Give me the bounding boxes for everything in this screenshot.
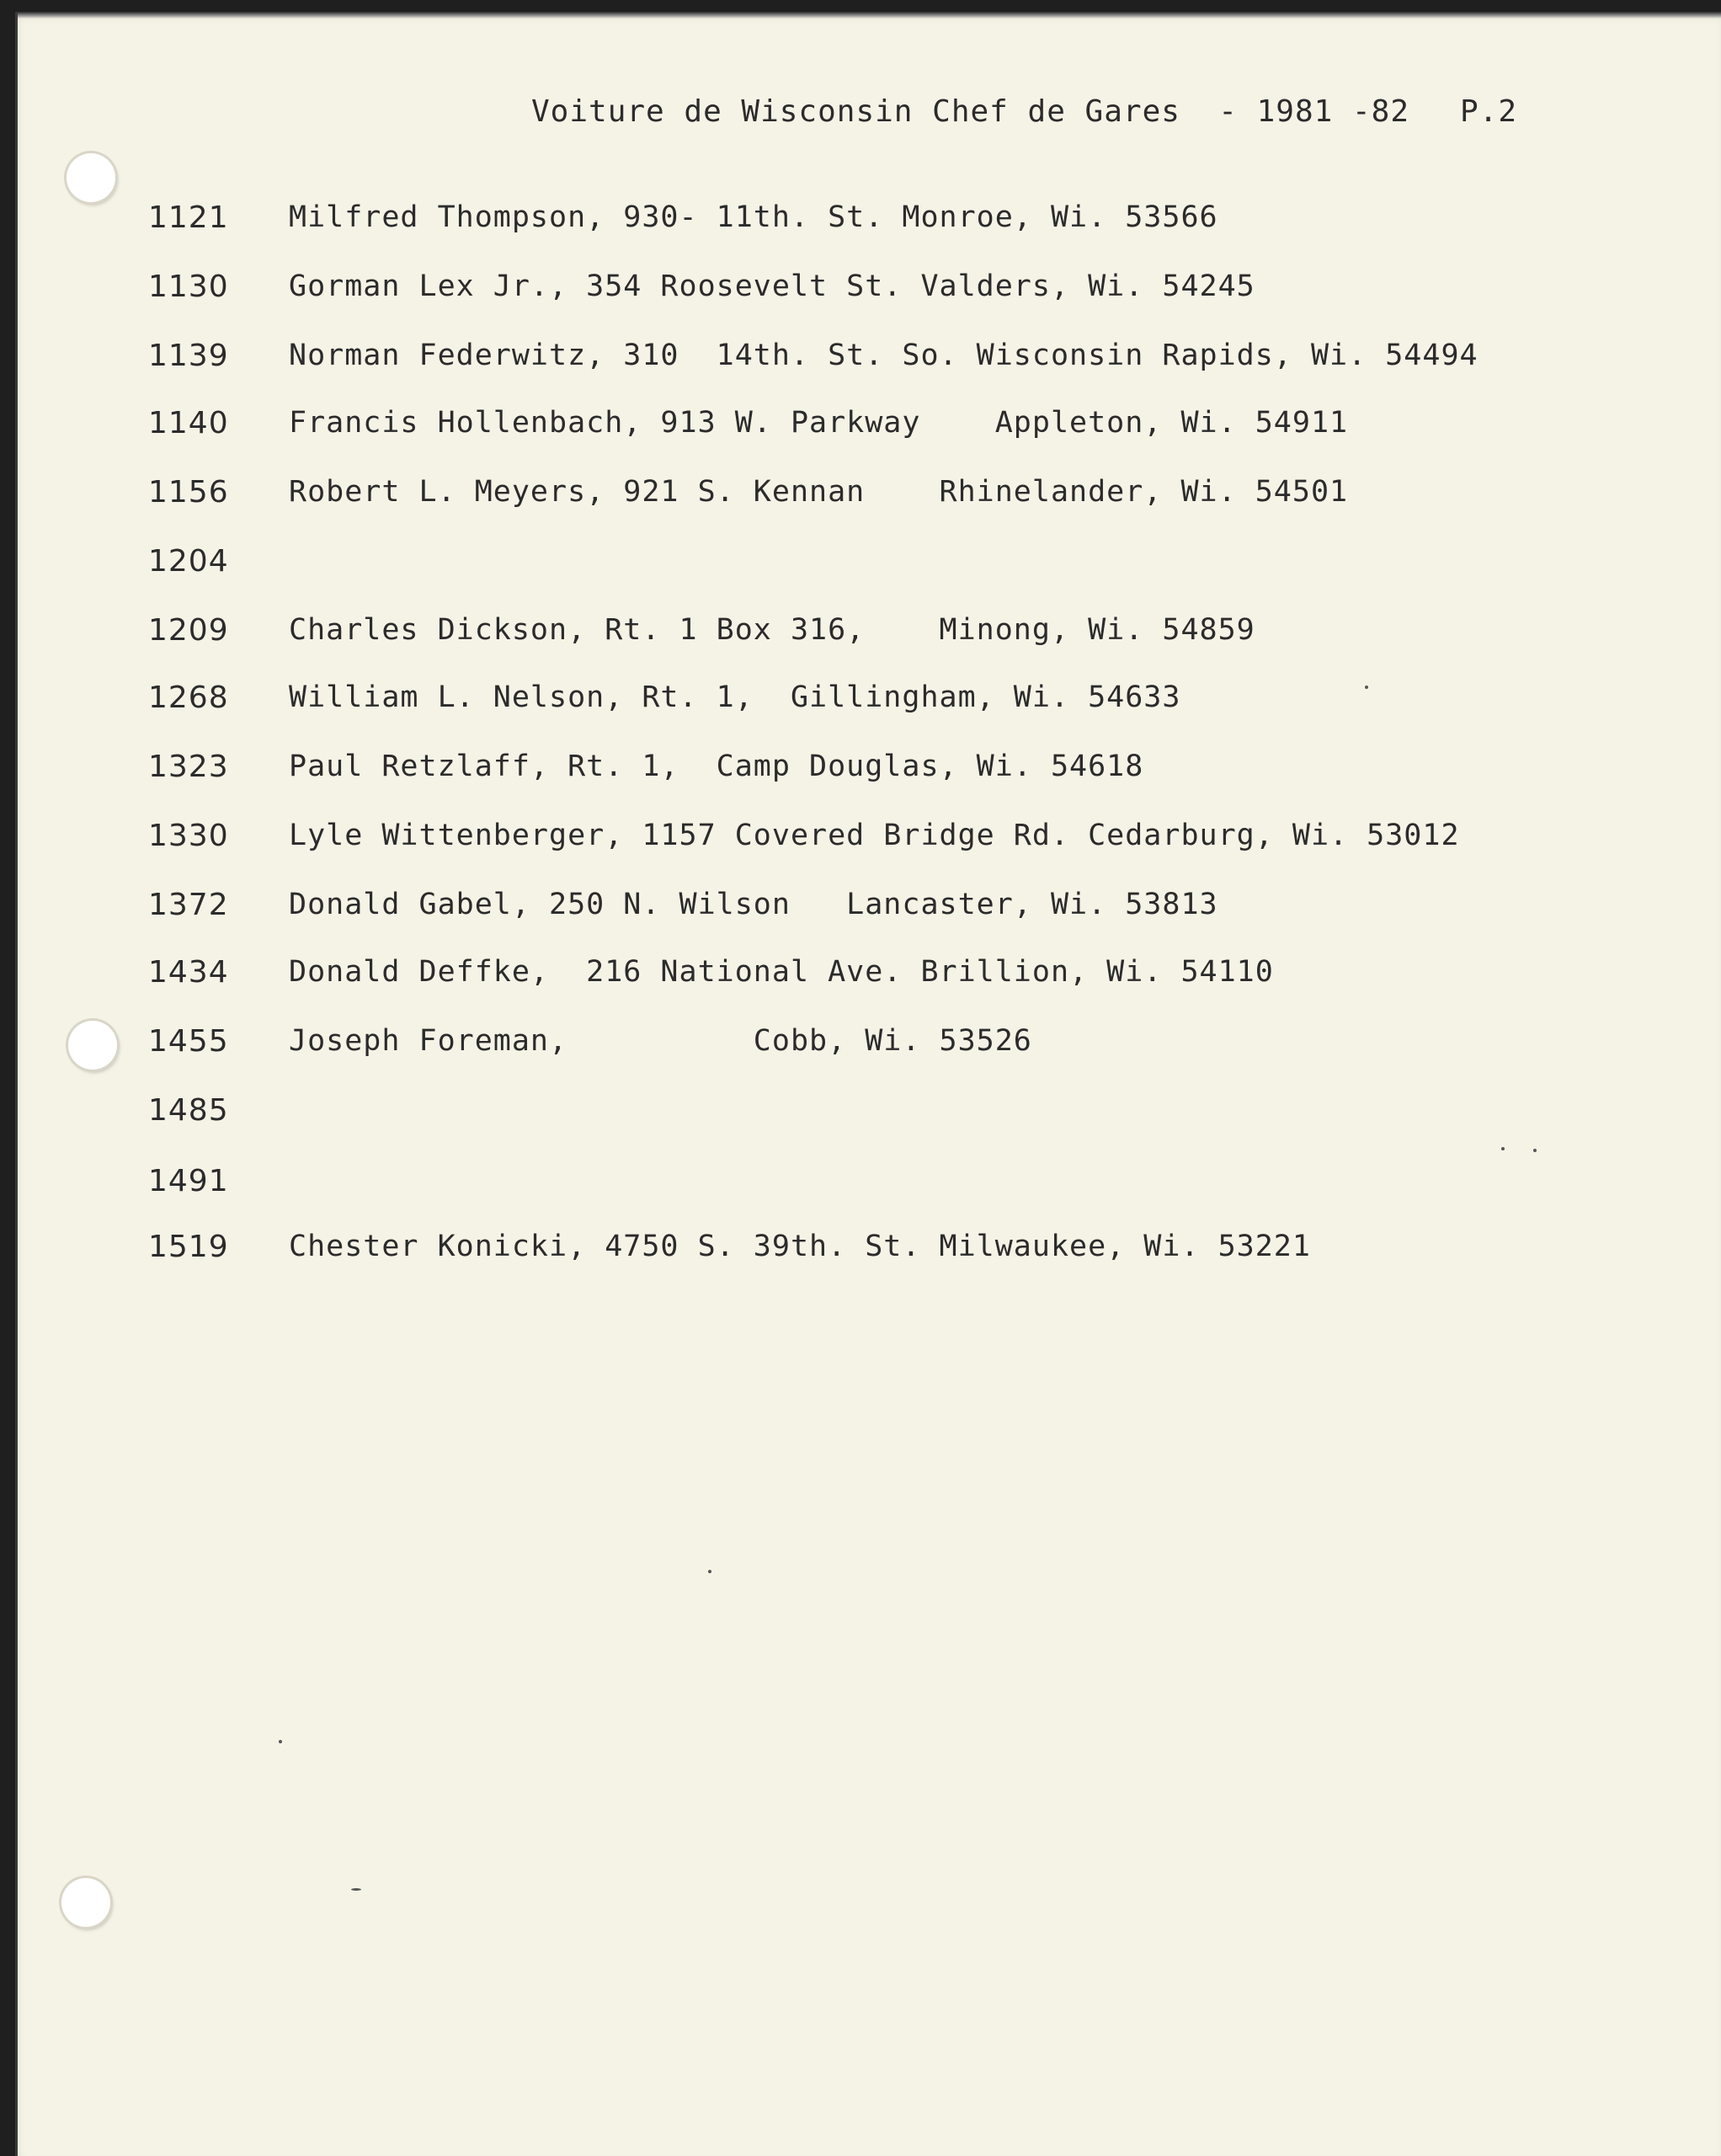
header-page-number: P.2 bbox=[1460, 94, 1518, 129]
list-item bbox=[18, 955, 1721, 1006]
list-item bbox=[18, 544, 1721, 595]
entry-address: Lyle Wittenberger, 1157 Covered Bridge Rd. Cedarburg, Wi. 53012 bbox=[289, 819, 1460, 852]
entry-number: 1156 bbox=[148, 475, 229, 510]
entry-number: 1485 bbox=[148, 1093, 229, 1128]
entry-number: 1121 bbox=[148, 200, 229, 235]
list-item bbox=[18, 1093, 1721, 1144]
entry-address: Francis Hollenbach, 913 W. Parkway Appleton, Wi. 54911 bbox=[289, 406, 1349, 440]
entry-number: 1323 bbox=[148, 750, 229, 784]
page-top-edge bbox=[18, 12, 1721, 19]
header-years: - 1981 -82 bbox=[1218, 94, 1410, 129]
list-item bbox=[18, 200, 1721, 251]
entry-number: 1434 bbox=[148, 955, 229, 990]
entry-address: Joseph Foreman, Cobb, Wi. 53526 bbox=[289, 1024, 1032, 1058]
list-item bbox=[18, 1230, 1721, 1280]
entry-address: Paul Retzlaff, Rt. 1, Camp Douglas, Wi. 54618 bbox=[289, 750, 1144, 783]
entry-address: Donald Gabel, 250 N. Wilson Lancaster, Wi. 53813 bbox=[289, 888, 1218, 921]
list-item bbox=[18, 819, 1721, 869]
entry-number: 1140 bbox=[148, 406, 229, 440]
entry-number: 1204 bbox=[148, 544, 229, 579]
page-header bbox=[531, 94, 1517, 129]
list-item bbox=[18, 339, 1721, 389]
list-item bbox=[18, 475, 1721, 526]
entry-address: Norman Federwitz, 310 14th. St. So. Wisconsin Rapids, Wi. 54494 bbox=[289, 339, 1479, 372]
entry-address: William L. Nelson, Rt. 1, Gillingham, Wi. 54633 bbox=[289, 680, 1181, 714]
punch-hole-top bbox=[67, 153, 115, 202]
document-page bbox=[15, 12, 1721, 2156]
list-item bbox=[18, 406, 1721, 456]
entry-number: 1455 bbox=[148, 1024, 229, 1059]
entry-number: 1209 bbox=[148, 613, 229, 648]
entry-address: Gorman Lex Jr., 354 Roosevelt St. Valders, Wi. 54245 bbox=[289, 270, 1255, 303]
entry-address: Robert L. Meyers, 921 S. Kennan Rhinelander, Wi. 54501 bbox=[289, 475, 1349, 509]
entry-number: 1372 bbox=[148, 888, 229, 922]
list-item bbox=[18, 750, 1721, 800]
entry-number: 1491 bbox=[148, 1164, 229, 1198]
entry-address: Charles Dickson, Rt. 1 Box 316, Minong, Wi. 54859 bbox=[289, 613, 1255, 647]
list-item bbox=[18, 613, 1721, 664]
entry-address: Milfred Thompson, 930- 11th. St. Monroe, Wi. 53566 bbox=[289, 200, 1218, 234]
entry-number: 1130 bbox=[148, 270, 229, 304]
list-item bbox=[18, 680, 1721, 731]
list-item bbox=[18, 1164, 1721, 1214]
list-item bbox=[18, 1024, 1721, 1075]
entry-number: 1268 bbox=[148, 680, 229, 715]
list-item bbox=[18, 270, 1721, 320]
list-item bbox=[18, 888, 1721, 938]
entry-number: 1330 bbox=[148, 819, 229, 853]
entry-address: Chester Konicki, 4750 S. 39th. St. Milwaukee, Wi. 53221 bbox=[289, 1230, 1311, 1263]
punch-hole-bottom bbox=[61, 1878, 110, 1927]
entry-number: 1519 bbox=[148, 1230, 229, 1264]
header-title: Voiture de Wisconsin Chef de Gares bbox=[531, 94, 1180, 129]
entry-number: 1139 bbox=[148, 339, 229, 373]
entry-address: Donald Deffke, 216 National Ave. Brillion, Wi. 54110 bbox=[289, 955, 1274, 989]
